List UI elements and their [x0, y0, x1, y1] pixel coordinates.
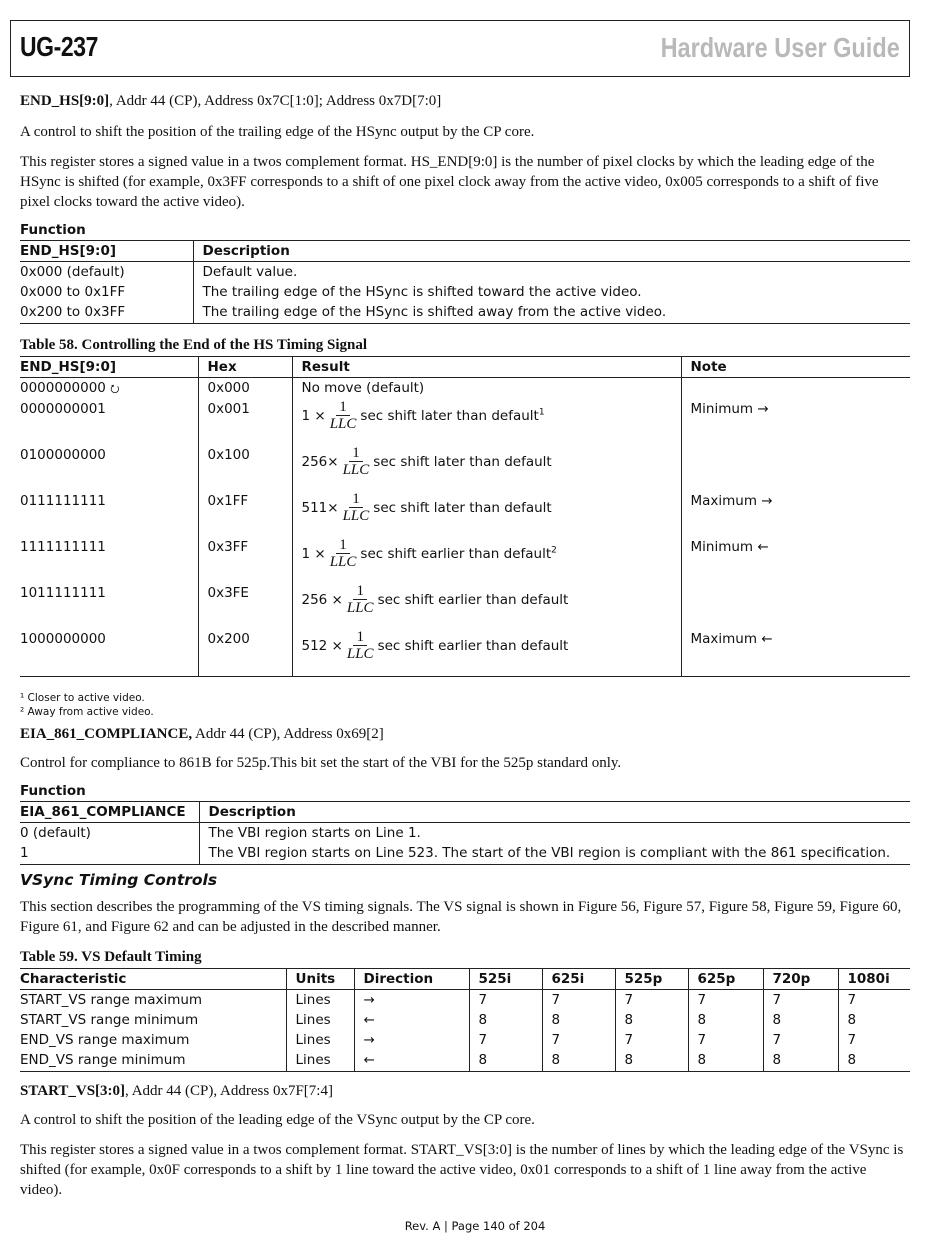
table-cell: 7: [838, 1030, 910, 1050]
table-row: [20, 1050, 910, 1072]
table-cell: 1011111111: [20, 585, 106, 601]
table-cell: 8: [615, 1010, 688, 1030]
result-text: sec shift later than default: [373, 454, 552, 470]
table-cell: 0x200 to 0x3FF: [20, 302, 193, 324]
fraction-numerator: 1: [336, 537, 350, 554]
start-vs-description: A control to shift the position of the leading edge of the VSync output by the CP core.: [20, 1111, 535, 1128]
vsync-section-heading: VSync Timing Controls: [20, 870, 218, 889]
vsync-description: This section describes the programming of the VS timing signals. The VS signal is shown in Figure 56, Figure 57, Figure 58, Figure 59, Figure 60, Figure 61, and Figure 62 and can be adjusted in the described manner.: [20, 898, 902, 935]
fraction: [330, 537, 357, 571]
table-row: [20, 583, 910, 629]
table-cell: 8: [688, 1010, 763, 1030]
fraction-denominator: LLC: [346, 600, 374, 616]
page-header: [10, 20, 910, 77]
table-cell: 7: [542, 989, 615, 1010]
table-cell: Minimum →: [681, 399, 910, 445]
table-header: Description: [199, 801, 910, 822]
result-text: sec shift earlier than default: [377, 592, 569, 608]
table-cell: Maximum ←: [681, 629, 910, 676]
direction-arrow-cell: →: [354, 1030, 469, 1050]
table-cell: 0111111111: [20, 493, 106, 509]
start-vs-detail: This register stores a signed value in a twos complement format. START_VS[3:0] is the number of lines by which the leading edge of the VSync is shifted (for example, 0x0F corresponds to a shift by 1 line toward the active video, 0x01 corresponds to a shift of 1 line away from the active video).: [20, 1141, 904, 1198]
table-cell: 1: [20, 843, 199, 865]
table-59: [20, 968, 910, 1072]
table-cell: Lines: [286, 1030, 354, 1050]
fraction: [347, 629, 374, 663]
end-hs-detail: This register stores a signed value in a twos complement format. HS_END[9:0] is the number of pixel clocks by which the leading edge of the HSync is shifted (for example, 0x3FF corresponds to a shift of one pixel clock away from the active video, 0x005 corresponds to a shift of five pixel clocks toward the active video).: [20, 154, 879, 210]
table-row: [20, 445, 910, 491]
table-row: [20, 1030, 910, 1050]
result-text: sec shift earlier than default: [360, 546, 552, 562]
fraction: [343, 491, 370, 525]
fraction-denominator: LLC: [342, 462, 370, 478]
table-cell: 0000000000 ⭮: [20, 380, 120, 396]
result-cell: [292, 399, 681, 445]
document-id: UG-237: [20, 31, 98, 62]
result-cell: [292, 629, 681, 676]
table-cell: 8: [688, 1050, 763, 1072]
document-kind: Hardware User Guide: [660, 32, 900, 63]
result-text: sec shift later than default: [373, 500, 552, 516]
eia-function-label: Function: [20, 782, 86, 799]
table-cell: START_VS range minimum: [20, 1011, 199, 1028]
direction-arrow-cell: →: [354, 989, 469, 1010]
table-row: [20, 822, 910, 843]
table-cell: 8: [615, 1050, 688, 1072]
fraction-numerator: 1: [349, 445, 363, 462]
table-header: 625p: [688, 968, 763, 989]
table-row: [20, 399, 910, 445]
table-cell: 7: [542, 1030, 615, 1050]
result-cell: [292, 445, 681, 491]
table-cell: The trailing edge of the HSync is shifted away from the active video.: [193, 302, 910, 324]
multiplier: 256×: [301, 454, 339, 470]
eia-function-table: [20, 801, 910, 865]
footnote: ² Away from active video.: [20, 705, 154, 718]
table-cell: Lines: [286, 989, 354, 1010]
table-row: [20, 989, 910, 1010]
multiplier: 1 ×: [301, 408, 326, 424]
result-text: sec shift earlier than default: [377, 638, 569, 654]
page-content: [20, 92, 910, 1210]
table-header: EIA_861_COMPLIANCE: [20, 801, 199, 822]
table-cell: 0x1FF: [198, 491, 292, 537]
result-cell: [292, 491, 681, 537]
table-header: 625i: [542, 968, 615, 989]
table-row: [20, 302, 910, 324]
table-cell: 7: [763, 989, 838, 1010]
table-cell: 0x100: [198, 445, 292, 491]
table-cell: 0x000 (default): [20, 264, 125, 280]
table-row: [20, 843, 910, 865]
table-cell: 0000000001: [20, 401, 106, 417]
table-row: [20, 491, 910, 537]
fraction-denominator: LLC: [329, 554, 357, 570]
end-hs-function-label: Function: [20, 222, 86, 238]
table-cell: 8: [763, 1010, 838, 1030]
table-header: 720p: [763, 968, 838, 989]
table-cell: 8: [838, 1010, 910, 1030]
table-row: [20, 1010, 910, 1030]
table-cell: 7: [763, 1030, 838, 1050]
table-cell: 0x3FF: [198, 537, 292, 583]
end-hs-function-table: [20, 240, 910, 324]
direction-arrow-cell: ←: [354, 1050, 469, 1072]
fraction-denominator: LLC: [346, 646, 374, 662]
table-cell: Default value.: [193, 262, 910, 283]
table-cell: 1000000000: [20, 629, 198, 676]
table-cell: 7: [838, 989, 910, 1010]
table-cell: 7: [469, 989, 542, 1010]
end-hs-register-title: END_HS[9:0], Addr 44 (CP), Address 0x7C[1:0]; Address 0x7D[7:0]: [20, 93, 442, 109]
table-header: END_HS[9:0]: [20, 357, 198, 378]
table-row: [20, 262, 910, 283]
table-row: [20, 378, 910, 400]
table-cell: Minimum ←: [681, 537, 910, 583]
table-cell: The VBI region starts on Line 1.: [199, 822, 910, 843]
end-hs-description: A control to shift the position of the trailing edge of the HSync output by the CP core.: [20, 124, 535, 140]
table-cell: 1111111111: [20, 539, 106, 555]
fraction-numerator: 1: [353, 583, 367, 600]
table-cell: 8: [838, 1050, 910, 1072]
fraction-numerator: 1: [336, 399, 350, 416]
table-header: 1080i: [838, 968, 910, 989]
table-header: Note: [681, 357, 910, 378]
table-cell: 0x000: [198, 378, 292, 400]
table-row: [20, 629, 910, 676]
table-header: 525p: [615, 968, 688, 989]
fraction-denominator: LLC: [329, 416, 357, 432]
multiplier: 512 ×: [301, 638, 343, 654]
table-cell: 7: [615, 1030, 688, 1050]
table-cell: [681, 445, 910, 491]
table-header: Description: [193, 241, 910, 262]
table-cell: Lines: [286, 1010, 354, 1030]
eia-register-title: EIA_861_COMPLIANCE, Addr 44 (CP), Address 0x69[2]: [20, 725, 384, 742]
table-row: [20, 282, 910, 302]
multiplier: 1 ×: [301, 546, 326, 562]
table-cell: END_VS range minimum: [20, 1050, 286, 1072]
table-cell: 8: [469, 1050, 542, 1072]
table-cell: Lines: [286, 1050, 354, 1072]
table-59-caption: Table 59. VS Default Timing: [20, 948, 202, 965]
table-cell: 0x3FE: [198, 583, 292, 629]
table-cell: 8: [763, 1050, 838, 1072]
table-cell: 0100000000: [20, 447, 106, 463]
result-text: sec shift later than default: [360, 408, 539, 424]
table-cell: No move (default): [292, 378, 681, 400]
table-cell: 8: [542, 1010, 615, 1030]
table-header: Hex: [198, 357, 292, 378]
table-cell: 0x000 to 0x1FF: [20, 284, 126, 300]
footnote-marker: 2: [551, 545, 557, 556]
footnote-marker: 1: [538, 407, 545, 418]
table-cell: 0x200: [198, 629, 292, 676]
multiplier: 511×: [301, 500, 339, 516]
result-cell: [292, 583, 681, 629]
table-cell: 8: [469, 1010, 542, 1030]
table-header: 525i: [469, 968, 542, 989]
direction-arrow-cell: ←: [354, 1010, 469, 1030]
fraction: [330, 399, 357, 433]
table-header: Direction: [354, 968, 469, 989]
table-header: Characteristic: [20, 968, 286, 989]
table-cell: 8: [542, 1050, 615, 1072]
return-arrow-icon: ⭮: [110, 382, 120, 395]
table-header: Units: [286, 968, 354, 989]
table-cell: START_VS range maximum: [20, 991, 203, 1008]
table-cell: Maximum →: [681, 491, 910, 537]
table-cell: 7: [688, 1030, 763, 1050]
table-58-caption: Table 58. Controlling the End of the HS Timing Signal: [20, 337, 368, 353]
fraction-numerator: 1: [353, 629, 367, 646]
table-cell: 7: [688, 989, 763, 1010]
footnote: ¹ Closer to active video.: [20, 691, 145, 704]
fraction-denominator: LLC: [342, 508, 370, 524]
eia-description: Control for compliance to 861B for 525p.This bit set the start of the VBI for the 525p standard only.: [20, 754, 622, 771]
table-cell: END_VS range maximum: [20, 1031, 190, 1048]
table-header: Result: [292, 357, 681, 378]
table-cell: The VBI region starts on Line 523. The start of the VBI region is compliant with the 861 specification.: [199, 843, 910, 865]
table-cell: [681, 583, 910, 629]
multiplier: 256 ×: [301, 592, 343, 608]
start-vs-register-title: START_VS[3:0], Addr 44 (CP), Address 0x7F[7:4]: [20, 1082, 333, 1099]
table-cell: 7: [469, 1030, 542, 1050]
table-cell: [681, 378, 910, 400]
table-cell: 0 (default): [20, 824, 91, 841]
table-row: [20, 537, 910, 583]
table-cell: 7: [615, 989, 688, 1010]
fraction: [347, 583, 374, 617]
result-cell: [292, 537, 681, 583]
fraction: [343, 445, 370, 479]
table-header: END_HS[9:0]: [20, 241, 193, 262]
table-cell: The trailing edge of the HSync is shifted toward the active video.: [193, 282, 910, 302]
table-cell: 0x001: [198, 399, 292, 445]
table-58-footnotes: [20, 691, 910, 719]
table-58: [20, 356, 910, 677]
fraction-numerator: 1: [349, 491, 363, 508]
page-footer: Rev. A | Page 140 of 204: [404, 1219, 546, 1233]
